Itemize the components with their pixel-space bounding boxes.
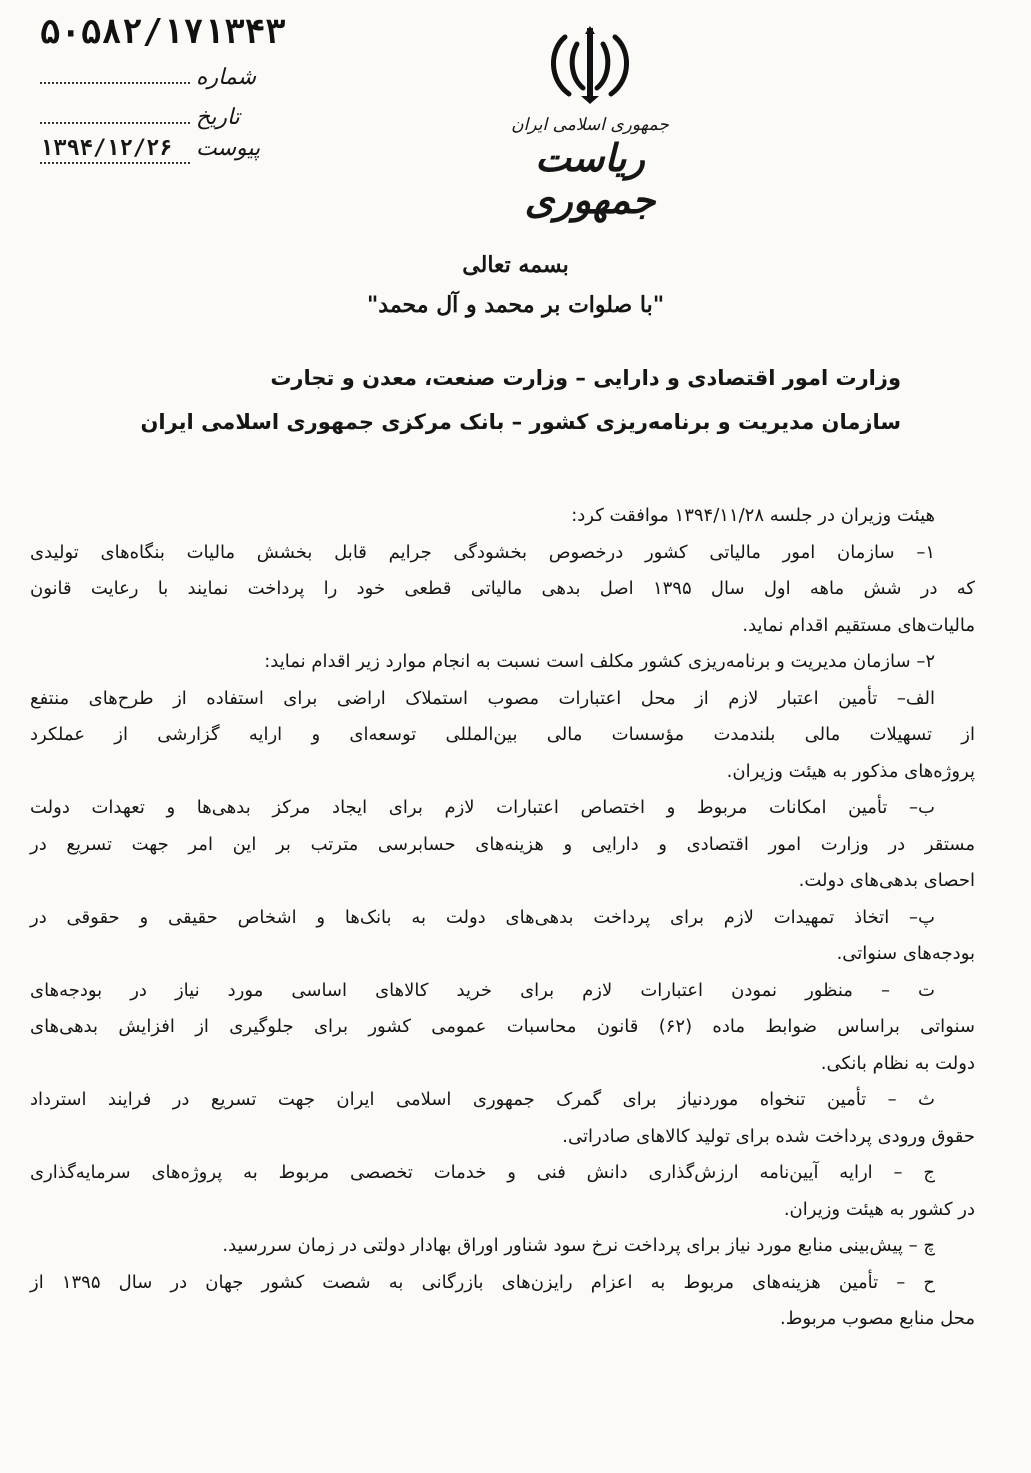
letter-body [30, 498, 975, 1338]
body-line: که در شش ماهه اول سال ۱۳۹۵ اصل بدهی مالیاتی قطعی خود را پرداخت نمایند با رعایت قانون [30, 578, 975, 599]
body-line: ۲– سازمان مدیریت و برنامه‌ریزی کشور مکلف است نسبت به انجام موارد زیر اقدام نماید: [264, 651, 935, 672]
body-line: احصای بدهی‌های دولت. [798, 870, 975, 891]
body-line: بودجه‌های سنواتی. [836, 943, 975, 964]
attachment-label: پیوست [196, 136, 261, 161]
body-line: ب– تأمین امکانات مربوط و اختصاص اعتبارات لازم برای ایجاد مرکز بدهی‌ها و تعهدات دولت [30, 797, 935, 818]
date-value: ۱۳۹۴/۱۲/۲۶ [40, 136, 190, 164]
country-name: جمهوری اسلامی ایران [511, 115, 669, 135]
body-line: محل منابع مصوب مربوط. [780, 1308, 975, 1329]
reference-block [40, 12, 286, 172]
body-line: سنواتی براساس ضوابط ماده (۶۲) قانون محاسبات عمومی کشور برای جلوگیری از افزایش بدهی‌های [30, 1016, 975, 1037]
body-line: چ – پیش‌بینی منابع مورد نیاز برای پرداخت نرخ سود شناور اوراق بهادار دولتی در زمان سررسید. [222, 1235, 935, 1256]
body-line: الف– تأمین اعتبار لازم از محل اعتبارات مصوب استملاک اراضی برای استفاده از طرح‌های منتفع [30, 687, 935, 709]
body-line: در کشور به هیئت وزیران. [783, 1198, 975, 1220]
body-line: ۱– سازمان امور مالیاتی کشور درخصوص بخشودگی جرایم قابل بخشش مالیات بنگاه‌های تولیدی [30, 541, 935, 563]
salawat: "با صلوات بر محمد و آل محمد" [366, 292, 665, 318]
number-row [40, 56, 280, 92]
body-line: پروژه‌های مذکور به هیئت وزیران. [726, 760, 975, 782]
basmala: بسمه تعالی [462, 252, 569, 278]
body-line: هیئت وزیران در جلسه ۱۳۹۴/۱۱/۲۸ موافقت کرد: [571, 505, 935, 526]
date-label: تاریخ [196, 105, 240, 130]
date-row [40, 96, 280, 132]
body-line: ث – تأمین تنخواه موردنیاز برای گمرک جمهوری اسلامی ایران جهت تسریع در فرایند استرداد [30, 1089, 935, 1110]
body-line: ج – ارایه آیین‌نامه ارزش‌گذاری دانش فنی و خدمات تخصصی مربوط به پروژه‌های سرمایه‌گذاری [30, 1162, 935, 1183]
body-line: ح – تأمین هزینه‌های مربوط به اعزام رایزن‌های بازرگانی به شصت کشور جهان در سال ۱۳۹۵ از [30, 1271, 935, 1293]
body-line: دولت به نظام بانکی. [820, 1052, 975, 1074]
reference-number: ۵۰۵۸۲/۱۷۱۳۴۳ [40, 12, 286, 52]
body-line: ت – منظور نمودن اعتبارات لازم برای خرید کالاهای اساسی مورد نیاز در بودجه‌های [30, 979, 935, 1001]
recipients-line-1: وزارت امور اقتصادی و دارایی – وزارت صنعت، معدن و تجارت [270, 366, 901, 390]
body-line: مالیات‌های مستقیم اقدام نماید. [742, 614, 975, 636]
body-line: پ– اتخاذ تمهیدات لازم برای پرداخت بدهی‌های دولت به بانک‌ها و اشخاص حقیقی و حقوقی در [30, 906, 935, 928]
number-field [40, 56, 190, 84]
attachment-row [40, 136, 280, 172]
body-line: حقوق ورودی پرداخت شده برای تولید کالاهای صادراتی. [562, 1125, 975, 1147]
body-line: از تسهیلات مالی بلندمدت مؤسسات مالی بین‌المللی توسعه‌ای و ارایه گزارشی از عملکرد [30, 724, 975, 745]
number-label: شماره [196, 65, 257, 90]
body-line: مستقر در وزارت امور اقتصادی و دارایی و هزینه‌های حسابرسی مترتب بر این امر جهت تسریع در [30, 833, 975, 855]
emblem-icon [535, 22, 645, 107]
date-field [40, 96, 190, 124]
office-header [490, 22, 690, 221]
recipients-line-2: سازمان مدیریت و برنامه‌ریزی کشور – بانک مرکزی جمهوری اسلامی ایران [140, 410, 901, 434]
office-title: ریاست جمهوری [524, 135, 656, 222]
